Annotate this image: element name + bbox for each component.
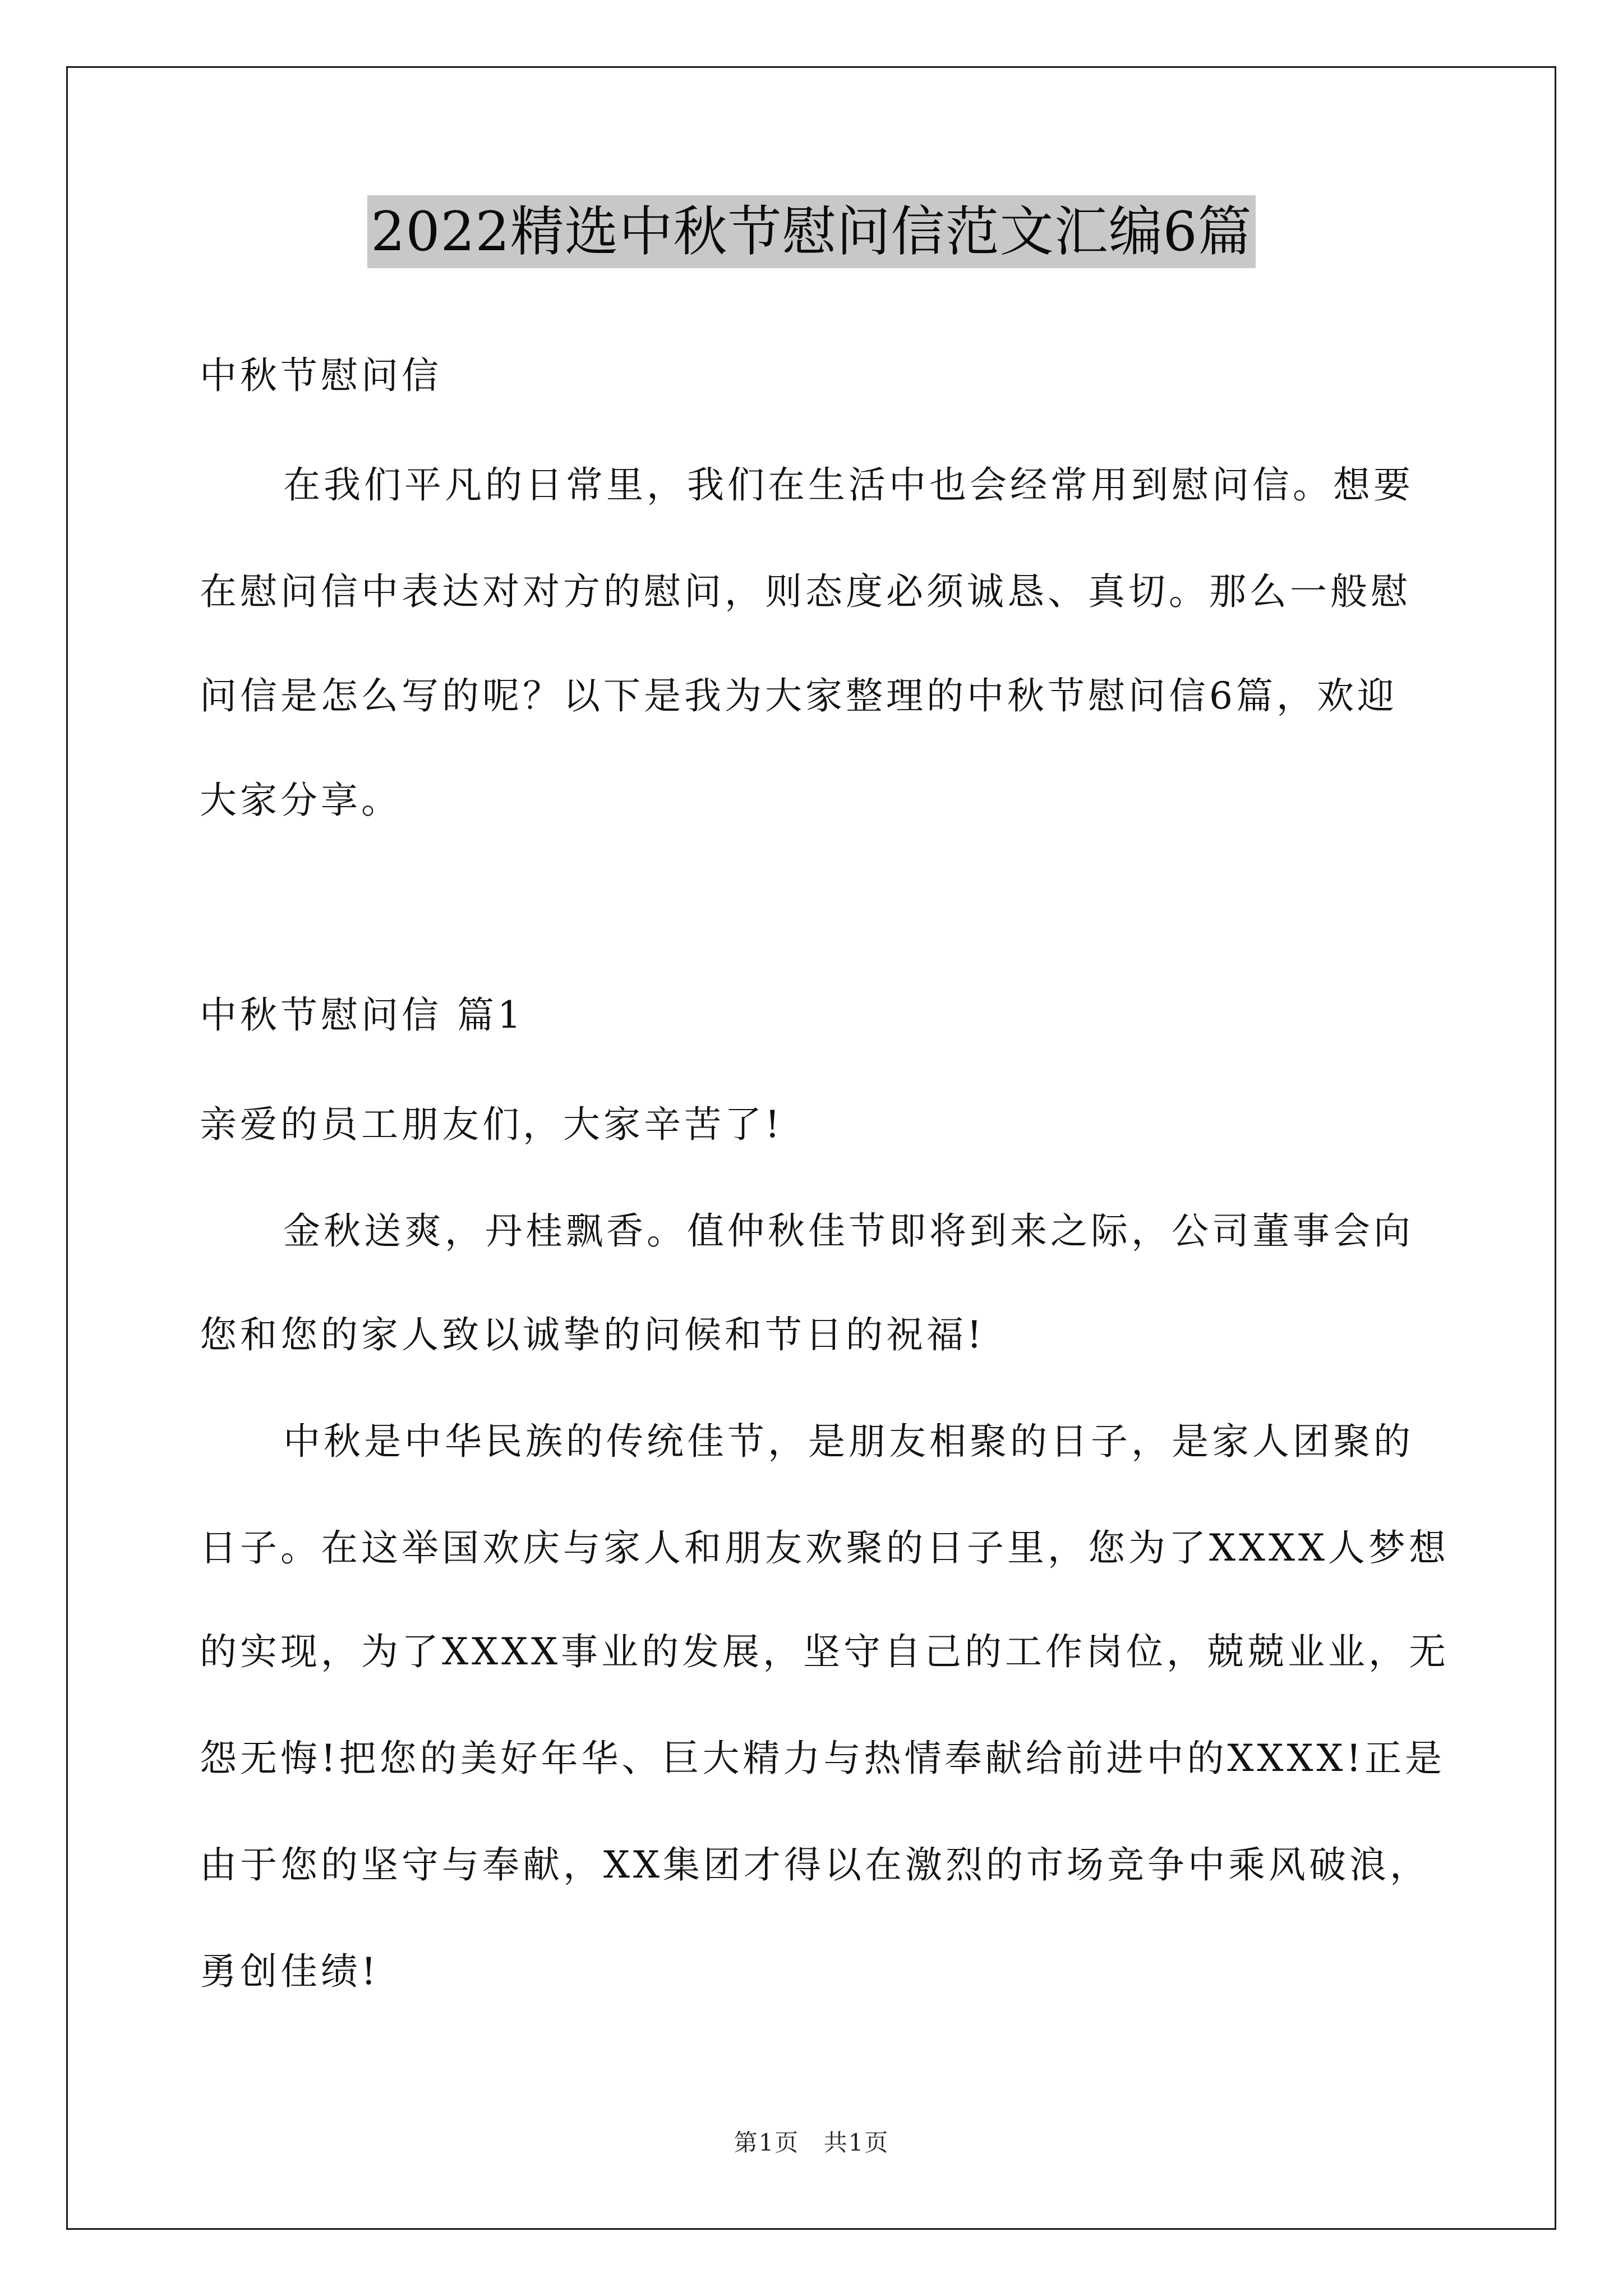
paragraph1-line-2: 您和您的家人致以诚挚的问候和节日的祝福! bbox=[200, 1313, 985, 1356]
page-total: 共1页 bbox=[823, 2129, 889, 2156]
paragraph2-line-5: 由于您的坚守与奉献，XX集团才得以在激烈的市场竞争中乘风破浪， bbox=[200, 1843, 1430, 1887]
paragraph2-line-2: 日子。在这举国欢庆与家人和朋友欢聚的日子里，您为了XXXX人梦想 bbox=[200, 1526, 1449, 1570]
intro-line-4: 大家分享。 bbox=[200, 779, 402, 822]
paragraph2-line-4: 怨无悔!把您的美好年华、巨大精力与热情奉献给前进中的XXXX!正是 bbox=[200, 1737, 1445, 1780]
salutation: 亲爱的员工朋友们，大家辛苦了! bbox=[200, 1103, 783, 1146]
document-title: 2022精选中秋节慰问信范文汇编6篇 bbox=[367, 195, 1255, 268]
intro-line-1: 在我们平凡的日常里，我们在生活中也会经常用到慰问信。想要 bbox=[283, 463, 1414, 507]
paragraph2-line-3: 的实现，为了XXXX事业的发展，坚守自己的工作岗位，兢兢业业，无 bbox=[200, 1630, 1449, 1673]
section-heading: 中秋节慰问信 bbox=[200, 354, 442, 397]
paragraph2-line-1: 中秋是中华民族的传统佳节，是朋友相聚的日子，是家人团聚的 bbox=[283, 1420, 1414, 1463]
intro-line-2: 在慰问信中表达对对方的慰问，则态度必须诚恳、真切。那么一般慰 bbox=[200, 570, 1411, 613]
page-footer bbox=[0, 2126, 1623, 2160]
paragraph1-line-1: 金秋送爽，丹桂飘香。值仲秋佳节即将到来之际，公司董事会向 bbox=[283, 1209, 1414, 1253]
article-heading: 中秋节慰问信 篇1 bbox=[200, 993, 524, 1037]
page-number: 第1页 bbox=[734, 2129, 800, 2156]
intro-line-3: 问信是怎么写的呢？以下是我为大家整理的中秋节慰问信6篇，欢迎 bbox=[200, 674, 1398, 717]
paragraph2-line-6: 勇创佳绩! bbox=[200, 1950, 380, 1993]
title-container bbox=[0, 195, 1623, 268]
